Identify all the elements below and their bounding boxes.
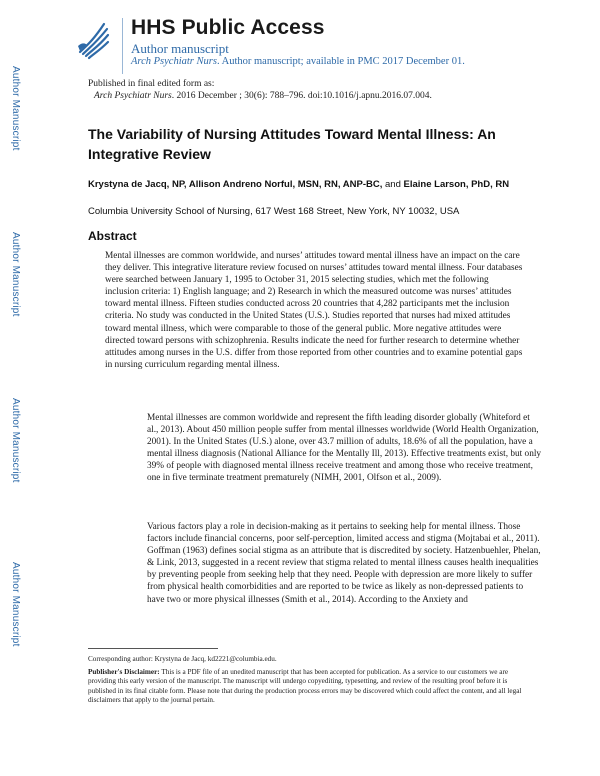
abstract-text: Mental illnesses are common worldwide, and nurses’ attitudes toward mental illness have an impact on the care they deliver. This integrative literature review focused on nurses’ attitudes toward mental illness. Four databases were searched between January 1, 1995 to October 31, 2015 selecting studies, which met the following inclusion criteria: 1) English language; and 2) Research in which the measured outcome was nurses’ attitudes toward mental illness. Fifteen studies conducted across 20 countries that 4,282 participants met the inclusion criteria. No study was conducted in the United States (U.S.). Studies reported that nurses had mixed attitudes toward mental illness, which were comparable to those of the general public. More negative attitudes were directed toward persons with schizophrenia. Results indicate the need for further research to determine whether attitudes among nurses in the U.S. differ from those reported from other countries and to examine potential gaps in nursing curriculum regarding mental illness. xyxy=(105,251,523,370)
citation xyxy=(88,90,432,102)
citation-rest: . 2016 December ; 30(6): 788–796. doi:10.1016/j.apnu.2016.07.004. xyxy=(171,91,432,101)
corresponding-author: Corresponding author: Krystyna de Jacq, kd2221@columbia.edu. xyxy=(88,655,277,663)
header-journal-line xyxy=(131,56,465,67)
author-list xyxy=(88,178,528,191)
abstract-heading: Abstract xyxy=(88,229,137,243)
sidebar-label: Author Manuscript xyxy=(10,398,21,483)
footnote-divider xyxy=(88,648,218,649)
disclaimer-text: This is a PDF file of an unedited manuscript that has been accepted for publication. As a service to our customers we are providing this early version of the manuscript. The manuscript will undergo copyediting, typesetting, and review of the resulting proof before it is published in its final citable form. Please note that during the production process errors may be discovered which could affect the content, and all legal disclaimers that apply to the journal pertain. xyxy=(88,668,522,704)
sidebar-label: Author Manuscript xyxy=(10,66,21,151)
disclaimer-label: Publisher's Disclaimer: xyxy=(88,668,160,676)
journal-line-rest: . Author manuscript; available in PMC 2017 December 01. xyxy=(216,56,465,67)
header-subtitle: Author manuscript xyxy=(131,41,229,56)
publisher-disclaimer xyxy=(88,668,534,705)
sidebar-label: Author Manuscript xyxy=(10,562,21,647)
sidebar-label: Author Manuscript xyxy=(10,232,21,317)
published-label: Published in final edited form as: xyxy=(88,79,215,89)
journal-abbrev: Arch Psychiatr Nurs xyxy=(131,56,217,67)
citation-journal: Arch Psychiatr Nurs xyxy=(94,91,172,101)
affiliation: Columbia University School of Nursing, 617 West 168 Street, New York, NY 10032, USA xyxy=(88,206,460,217)
publication-info xyxy=(88,78,432,102)
body-paragraph: Mental illnesses are common worldwide and represent the fifth leading disorder globally (Whiteford et al., 2013). About 450 million people suffer from mental illnesses worldwide (World Health Organization, 2001). In the United States (U.S.) alone, over 43.7 million of adults, 18.6% of all the population, have a mental illness diagnosis (National Alliance for the Mentally Ill, 2013). Effective treatments exist, but only 39% of people with diagnosed mental illness receive treatment and among those who receive treatment, one in five terminate treatment prematurely (NIMH, 2001, Olfson et al., 2009). xyxy=(147,413,542,484)
authors-and: and xyxy=(382,179,404,190)
header-divider xyxy=(122,18,123,74)
header-title: HHS Public Access xyxy=(131,16,325,39)
hhs-eagle-icon xyxy=(76,16,110,60)
body-paragraph: Various factors play a role in decision-making as it pertains to seeking help for mental illness. Those factors include financial concerns, poor self-perception, limited access and stigma (Mojtabai et al., 2011). Goffman (1963) defines social stigma as an attribute that is discredited by society. Hatzenbuehler, Phelan, & Link, 2013, suggested in a recent review that stigma related to mental illness causes health inequalities by preventing people from seeking help that they need. People with depression are more likely to suffer from physical health comorbidities and are reported to be twice as likely as non-depressed patients to have two or more physical illnesses (Smith et al., 2014). According to the Anxiety and xyxy=(147,522,541,605)
authors-last: Elaine Larson, PhD, RN xyxy=(403,179,510,190)
authors-primary: Krystyna de Jacq, NP, Allison Andreno Norful, MSN, RN, ANP-BC, xyxy=(88,179,383,190)
article-title: The Variability of Nursing Attitudes Toward Mental Illness: An Integrative Review xyxy=(88,126,496,162)
